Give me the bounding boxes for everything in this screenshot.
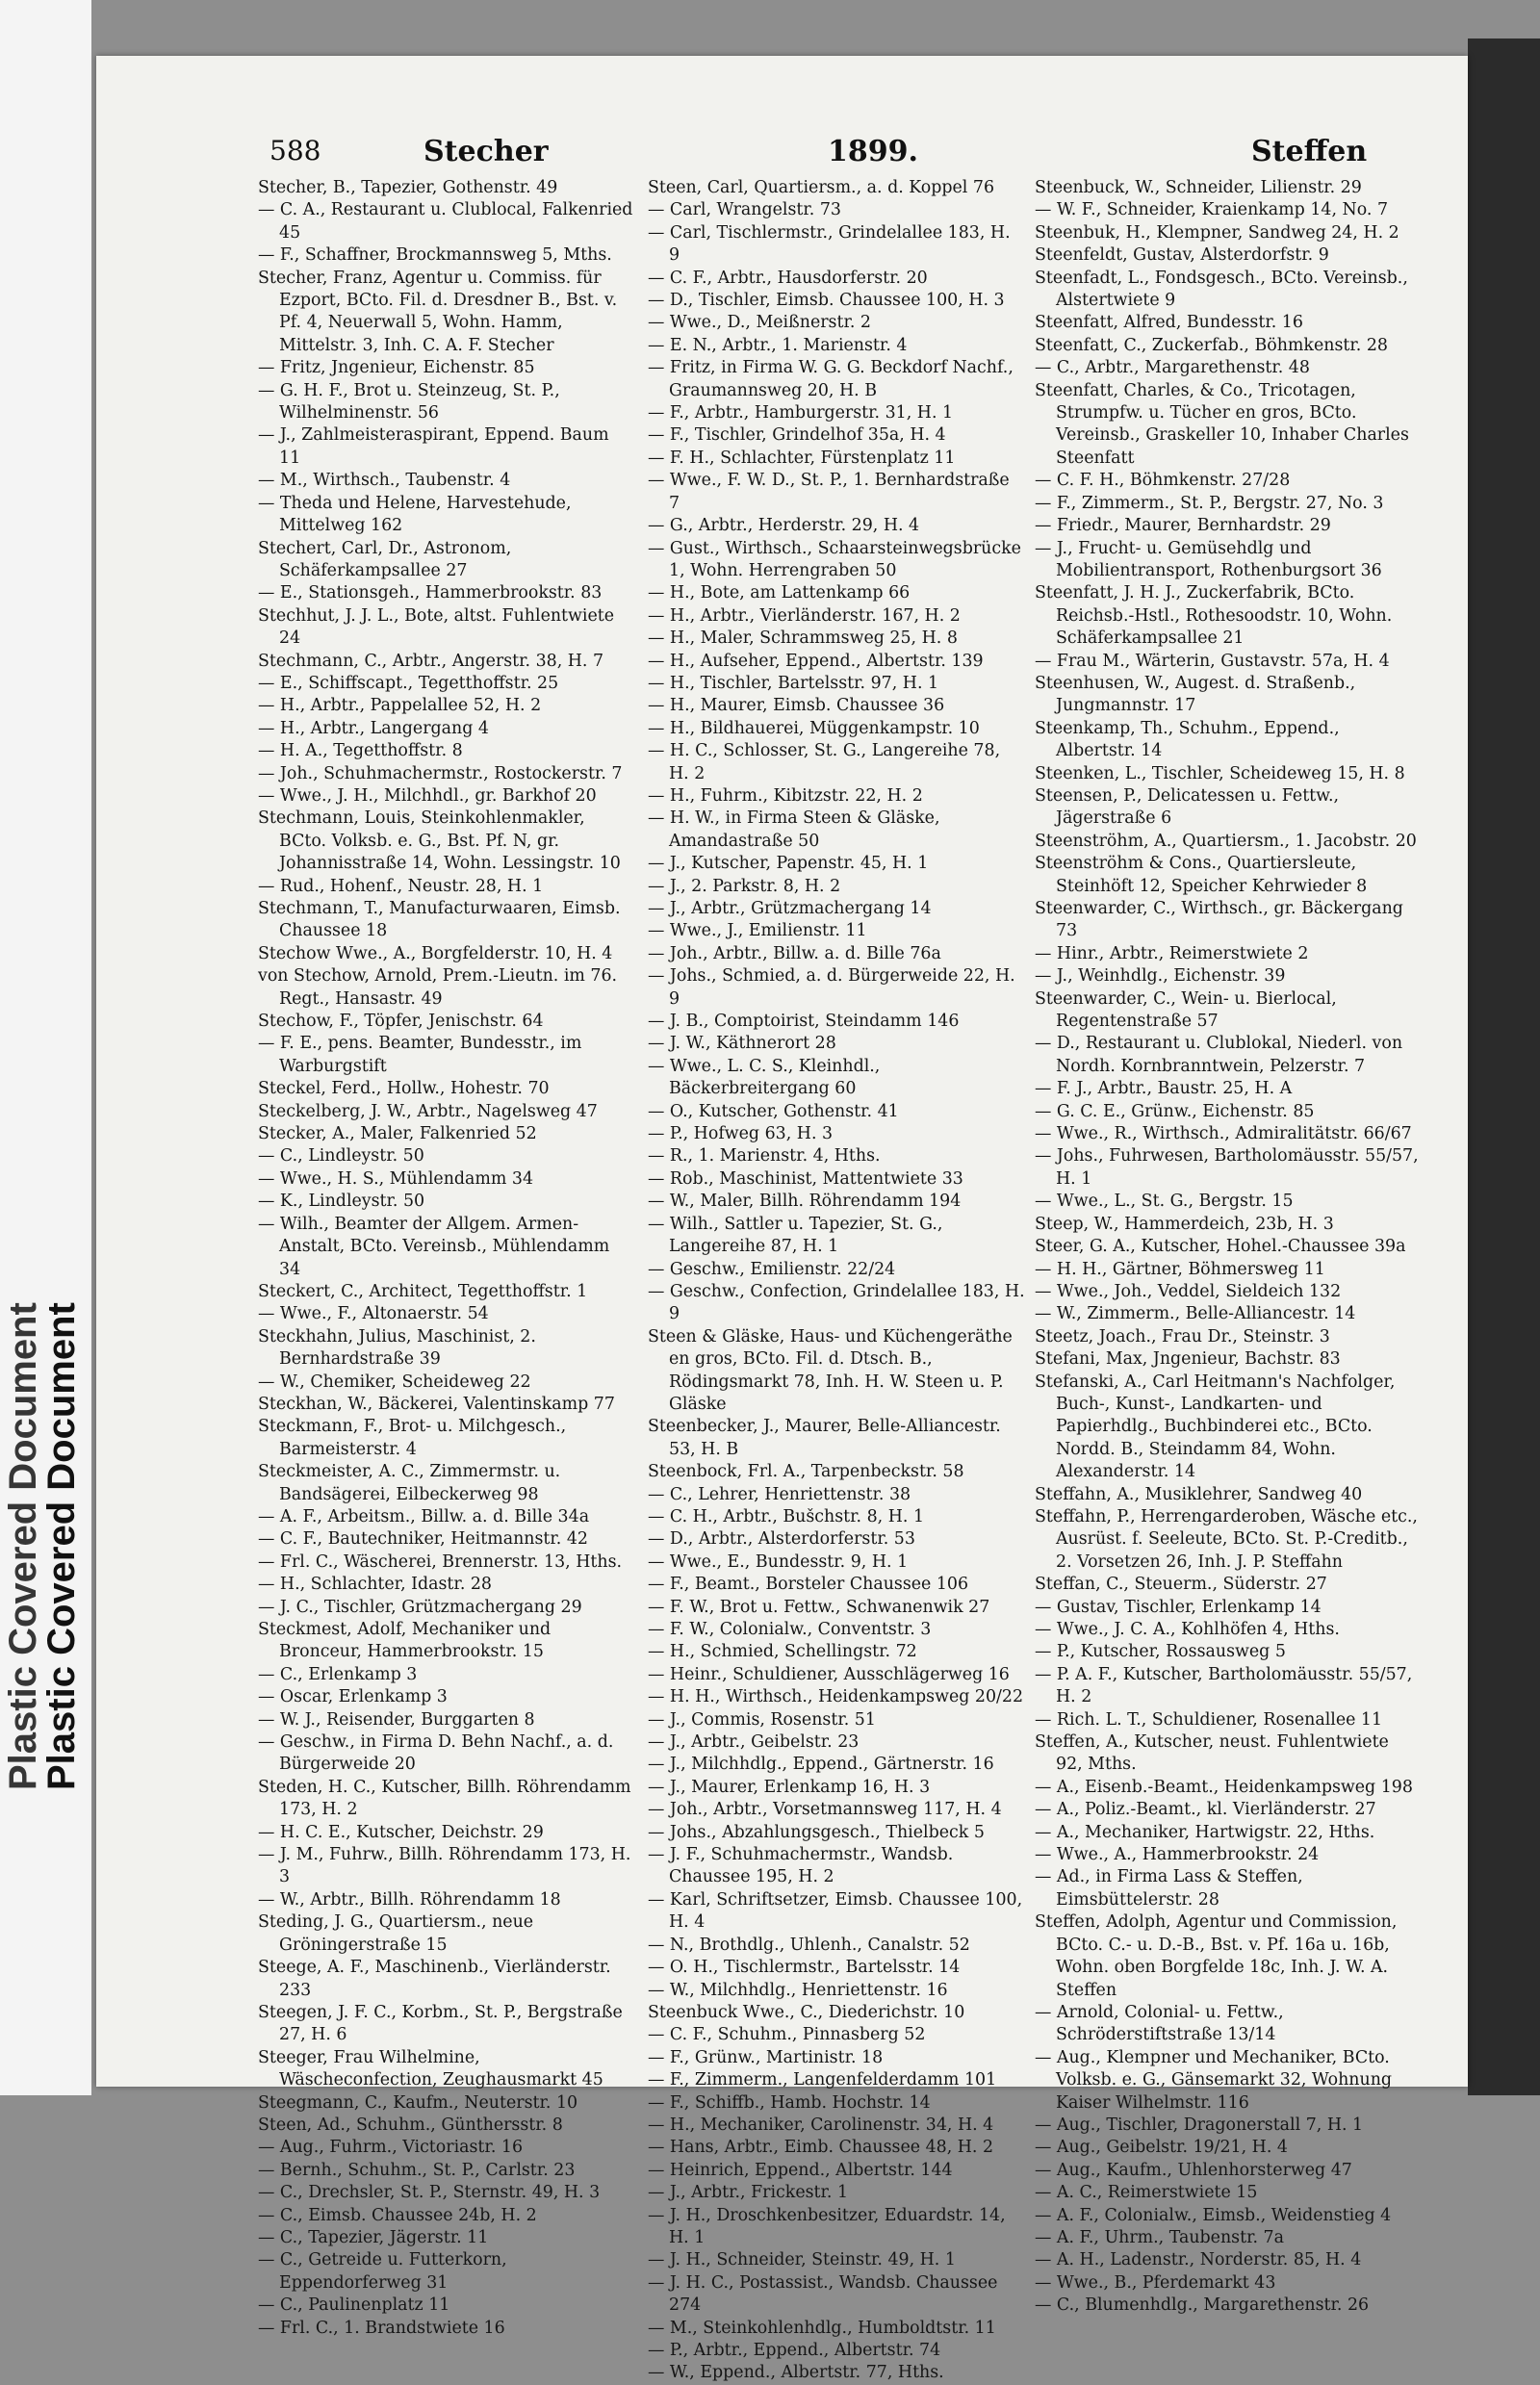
directory-entry: — O., Kutscher, Gothenstr. 41 <box>648 1101 899 1121</box>
directory-entry: — H., Fuhrm., Kibitzstr. 22, H. 2 <box>648 785 923 806</box>
directory-entry: — Hinr., Arbtr., Reimerstwiete 2 <box>1035 943 1309 963</box>
directory-entry: — E., Stationsgeh., Hammerbrookstr. 83 <box>258 583 603 603</box>
directory-entry: — J. H., Schneider, Steinstr. 49, H. 1 <box>648 2250 956 2270</box>
directory-entry: Steenkamp, Th., Schuhm., Eppend., Albertstr. 14 <box>1035 718 1340 761</box>
directory-entry: — M., Wirthsch., Taubenstr. 4 <box>258 471 511 491</box>
directory-entry: Stecher, B., Tapezier, Gothenstr. 49 <box>258 178 558 197</box>
directory-entry: — Johs., Fuhrwesen, Bartholomäusstr. 55/57, H. 1 <box>1035 1146 1419 1189</box>
directory-entry: — C., Drechsler, St. P., Sternstr. 49, H. 3 <box>258 2183 601 2203</box>
directory-entry: Stechhut, J. J. L., Bote, altst. Fuhlentwiete 24 <box>258 605 615 649</box>
directory-entry: — Oscar, Erlenkamp 3 <box>258 1687 448 1707</box>
directory-entry: Stecher, Franz, Agentur u. Commiss. für Ezport, BCto. Fil. d. Dresdner B., Bst. v. Pf. 4, Neuerwall 5, Wohn. Hamm, Mittelstr. 3, Inh. C. A. F. Stecher <box>258 268 618 355</box>
directory-entry: Steffahn, A., Musiklehrer, Sandweg 40 <box>1035 1484 1363 1504</box>
directory-entry: — A. C., Reimerstwiete 15 <box>1035 2183 1258 2203</box>
directory-entry: Stecker, A., Maler, Falkenried 52 <box>258 1124 537 1144</box>
directory-entry: — R., 1. Marienstr. 4, Hths. <box>648 1146 881 1167</box>
directory-entry: Steegen, J. F. C., Korbm., St. P., Bergstraße 27, H. 6 <box>258 2002 623 2045</box>
directory-entry: — W., Chemiker, Scheideweg 22 <box>258 1372 531 1392</box>
directory-entry: — H. C. E., Kutscher, Deichstr. 29 <box>258 1822 544 1842</box>
directory-entry: — C., Erlenkamp 3 <box>258 1664 418 1684</box>
directory-entry: — E., Schiffscapt., Tegetthoffstr. 25 <box>258 673 559 693</box>
directory-entry: — Johs., Schmied, a. d. Bürgerweide 22, H. 9 <box>648 966 1015 1009</box>
directory-entry: — Rud., Hohenf., Neustr. 28, H. 1 <box>258 876 544 896</box>
directory-entry: Steding, J. G., Quartiersm., neue Gröningerstraße 15 <box>258 1912 534 1955</box>
directory-entry: Steeger, Frau Wilhelmine, Wäscheconfection, Zeughausmarkt 45 <box>258 2047 603 2090</box>
directory-entry: — Arnold, Colonial- u. Fettw., Schröderstiftstraße 13/14 <box>1035 2002 1284 2045</box>
directory-entry: — W., Maler, Billh. Röhrendamm 194 <box>648 1192 962 1212</box>
directory-entry: Steenfadt, L., Fondsgesch., BCto. Vereinsb., Alstertwiete 9 <box>1035 268 1408 311</box>
directory-entry: Steenwarder, C., Wirthsch., gr. Bäckergang 73 <box>1035 899 1403 941</box>
directory-entry: — D., Arbtr., Alsterdorferstr. 53 <box>648 1529 915 1550</box>
directory-entry: — Wwe., Joh., Veddel, Sieldeich 132 <box>1035 1281 1342 1301</box>
directory-entry: — J. C., Tischler, Grützmachergang 29 <box>258 1597 582 1617</box>
directory-entry: — Aug., Kaufm., Uhlenhorsterweg 47 <box>1035 2160 1352 2180</box>
directory-entry: Stechert, Carl, Dr., Astronom, Schäferkampsallee 27 <box>258 538 512 580</box>
directory-entry: Steckmest, Adolf, Mechaniker und Bronceur, Hammerbrookstr. 15 <box>258 1620 552 1662</box>
directory-entry: — H. H., Gärtner, Böhmersweg 11 <box>1035 1259 1325 1279</box>
directory-entry: — Aug., Geibelstr. 19/21, H. 4 <box>1035 2138 1288 2158</box>
directory-entry: — Wwe., D., Meißnerstr. 2 <box>648 313 871 333</box>
sticker-text-faded: Plastic Covered Document <box>2 1302 44 1790</box>
directory-entry: — F., Zimmerm., Langenfelderdamm 101 <box>648 2070 997 2090</box>
directory-entry: — H. C., Schlosser, St. G., Langereihe 78, H. 2 <box>648 741 1001 783</box>
directory-entry: — A., Eisenb.-Beamt., Heidenkampsweg 198 <box>1035 1777 1413 1797</box>
directory-entry: — Heinr., Schuldiener, Ausschlägerweg 16 <box>648 1664 1010 1684</box>
directory-entry: — J. H., Droschkenbesitzer, Eduardstr. 14, H. 1 <box>648 2205 1006 2247</box>
directory-entry: — H., Arbtr., Vierländerstr. 167, H. 2 <box>648 605 961 626</box>
directory-entry: — Fritz, in Firma W. G. G. Beckdorf Nachf., Graumannsweg 20, H. B <box>648 358 1014 400</box>
directory-entry: — F. W., Colonialw., Conventstr. 3 <box>648 1620 932 1639</box>
header-right-keyword: Steffen <box>1251 135 1368 168</box>
directory-entry: Steenbuck, W., Schneider, Lilienstr. 29 <box>1035 178 1362 197</box>
directory-entry: — C., Lehrer, Henriettenstr. 38 <box>648 1484 911 1504</box>
directory-entry: — Rob., Maschinist, Mattentwiete 33 <box>648 1168 963 1189</box>
directory-entry: — W., Milchhdlg., Henriettenstr. 16 <box>648 1980 948 2000</box>
directory-entry: — J., Maurer, Erlenkamp 16, H. 3 <box>648 1777 931 1797</box>
directory-entry: Steer, G. A., Kutscher, Hohel.-Chaussee 39a <box>1035 1237 1406 1257</box>
directory-entry: Stechow Wwe., A., Borgfelderstr. 10, H. 4 <box>258 943 613 963</box>
directory-entry: Steenfatt, Charles, & Co., Tricotagen, Strumpfw. u. Tücher en gros, BCto. Vereinsb., Graskeller 10, Inhaber Charles Steenfatt <box>1035 380 1409 468</box>
directory-entry: Steenströhm & Cons., Quartiersleute, Steinhöft 12, Speicher Kehrwieder 8 <box>1035 854 1368 896</box>
directory-entry: Steep, W., Hammerdeich, 23b, H. 3 <box>1035 1214 1334 1234</box>
directory-entry: Steffen, A., Kutscher, neust. Fuhlentwiete 92, Mths. <box>1035 1732 1389 1775</box>
directory-entry: — J. B., Comptoirist, Steindamm 146 <box>648 1012 960 1032</box>
directory-entry: — Aug., Fuhrm., Victoriastr. 16 <box>258 2138 524 2158</box>
directory-entry: — F., Tischler, Grindelhof 35a, H. 4 <box>648 425 946 446</box>
directory-entry: Stefani, Max, Jngenieur, Bachstr. 83 <box>1035 1349 1341 1370</box>
directory-entry: — C., Paulinenplatz 11 <box>258 2295 450 2316</box>
directory-entry: — Wwe., L., St. G., Bergstr. 15 <box>1035 1192 1294 1212</box>
directory-entry: — Wilh., Sattler u. Tapezier, St. G., Langereihe 87, H. 1 <box>648 1214 943 1257</box>
directory-entry: — C. F., Arbtr., Hausdorferstr. 20 <box>648 268 928 288</box>
directory-entry: — J., Commis, Rosenstr. 51 <box>648 1709 876 1730</box>
directory-entry: — C., Tapezier, Jägerstr. 11 <box>258 2227 489 2247</box>
directory-entry: Stechmann, C., Arbtr., Angerstr. 38, H. 7 <box>258 651 604 671</box>
directory-entry: — C. A., Restaurant u. Clublocal, Falkenried 45 <box>258 200 633 243</box>
directory-entry: — Wilh., Beamter der Allgem. Armen-Anstalt, BCto. Vereinsb., Mühlendamm 34 <box>258 1214 610 1279</box>
directory-entry: Steenströhm, A., Quartiersm., 1. Jacobstr. 20 <box>1035 831 1417 851</box>
directory-entry: Steen, Carl, Quartiersm., a. d. Koppel 76 <box>648 178 995 197</box>
directory-entry: — Wwe., E., Bundesstr. 9, H. 1 <box>648 1552 909 1572</box>
directory-entry: — H., Arbtr., Pappelallee 52, H. 2 <box>258 696 542 716</box>
directory-entry: — H., Arbtr., Langergang 4 <box>258 718 489 738</box>
directory-entry: — M., Steinkohlenhdlg., Humboldtstr. 11 <box>648 2318 996 2338</box>
page-number: 588 <box>270 135 321 167</box>
directory-entry: Steen & Gläske, Haus- und Küchengeräthe en gros, BCto. Fil. d. Dtsch. B., Rödingsmarkt 78, Inh. H. W. Steen u. P. Gläske <box>648 1326 1013 1414</box>
directory-entry: — P. A. F., Kutscher, Bartholomäusstr. 55/57, H. 2 <box>1035 1664 1413 1707</box>
page-header <box>96 135 1468 173</box>
directory-entry: — F. E., pens. Beamter, Bundesstr., im Warburgstift <box>258 1034 582 1076</box>
directory-entry: — J. M., Fuhrw., Billh. Röhrendamm 173, H. 3 <box>258 1845 631 1887</box>
directory-entry: — C., Blumenhdlg., Margarethenstr. 26 <box>1035 2295 1370 2316</box>
directory-entry: — C. H., Arbtr., Bušchstr. 8, H. 1 <box>648 1506 925 1526</box>
directory-entry: — J., Arbtr., Geibelstr. 23 <box>648 1732 860 1753</box>
directory-entry: — Frl. C., Wäscherei, Brennerstr. 13, Hths. <box>258 1552 623 1572</box>
directory-entry: — Frl. C., 1. Brandstwiete 16 <box>258 2318 505 2338</box>
directory-entry: — Carl, Tischlermstr., Grindelallee 183, H. 9 <box>648 222 1011 266</box>
directory-entry: — J., Arbtr., Grützmachergang 14 <box>648 899 932 918</box>
directory-entry: — H. W., in Firma Steen & Gläske, Amandastraße 50 <box>648 808 940 851</box>
directory-entry: — H., Maurer, Eimsb. Chaussee 36 <box>648 696 945 716</box>
header-year: 1899. <box>828 135 918 168</box>
directory-entry: — Gust., Wirthsch., Schaarsteinwegsbrücke 1, Wohn. Herrengraben 50 <box>648 538 1021 580</box>
directory-entry: — P., Hofweg 63, H. 3 <box>648 1124 834 1144</box>
directory-entry: — Karl, Schriftsetzer, Eimsb. Chaussee 100, H. 4 <box>648 1889 1023 1933</box>
directory-entry: — H. H., Wirthsch., Heidenkampsweg 20/22 <box>648 1687 1024 1707</box>
directory-entry: — Wwe., J. H., Milchhdl., gr. Barkhof 20 <box>258 785 597 806</box>
directory-entry: — Wwe., L. C. S., Kleinhdl., Bäckerbreitergang 60 <box>648 1056 881 1099</box>
directory-entry: Steenfatt, J. H. J., Zuckerfabrik, BCto. Reichsb.-Hstl., Rothesoodstr. 10, Wohn. Schäferkampsallee 21 <box>1035 583 1393 649</box>
directory-entry: Steen, Ad., Schuhm., Günthersstr. 8 <box>258 2115 563 2135</box>
directory-entry: — Joh., Arbtr., Billw. a. d. Bille 76a <box>648 943 941 963</box>
directory-entry: — Gustav, Tischler, Erlenkamp 14 <box>1035 1597 1322 1617</box>
directory-entry: — O. H., Tischlermstr., Bartelsstr. 14 <box>648 1958 961 1978</box>
directory-entry: — Aug., Tischler, Dragonerstall 7, H. 1 <box>1035 2115 1364 2135</box>
directory-entry: — C. F., Schuhm., Pinnasberg 52 <box>648 2025 926 2045</box>
directory-entry: Steege, A. F., Maschinenb., Vierländerstr. 233 <box>258 1958 611 2000</box>
directory-entry: von Stechow, Arnold, Prem.-Lieutn. im 76. Regt., Hansastr. 49 <box>258 966 618 1009</box>
directory-entry: — F., Beamt., Borsteler Chaussee 106 <box>648 1575 969 1595</box>
directory-entry: — Ad., in Firma Lass & Steffen, Eimsbüttelerstr. 28 <box>1035 1867 1303 1910</box>
directory-entry: — Wwe., H. S., Mühlendamm 34 <box>258 1168 534 1189</box>
directory-entry: Stefanski, A., Carl Heitmann's Nachfolger, Buch-, Kunst-, Landkarten- und Papierhdlg., Buchbinderei etc., BCto. Nordd. B., Steindamm 84, Wohn. Alexanderstr. 14 <box>1035 1372 1396 1482</box>
directory-entry: — W. J., Reisender, Burggarten 8 <box>258 1709 535 1730</box>
directory-entry: Stechow, F., Töpfer, Jenischstr. 64 <box>258 1012 544 1032</box>
directory-entry: — Wwe., A., Hammerbrookstr. 24 <box>1035 1845 1320 1865</box>
directory-entry: Steckmeister, A. C., Zimmermstr. u. Bandsägerei, Eilbeckerweg 98 <box>258 1462 561 1504</box>
directory-entry: — Geschw., in Firma D. Behn Nachf., a. d. Bürgerweide 20 <box>258 1732 614 1775</box>
directory-entry: — Geschw., Emilienstr. 22/24 <box>648 1259 896 1279</box>
directory-entry: — G. H. F., Brot u. Steinzeug, St. P., Wilhelminenstr. 56 <box>258 380 560 423</box>
directory-entry: — K., Lindleystr. 50 <box>258 1192 425 1212</box>
directory-entry: — C., Eimsb. Chaussee 24b, H. 2 <box>258 2205 537 2225</box>
directory-entry: — C. F. H., Böhmkenstr. 27/28 <box>1035 471 1291 491</box>
directory-entry: — A. F., Colonialw., Eimsb., Weidenstieg 4 <box>1035 2205 1392 2225</box>
directory-entry: Steckert, C., Architect, Tegetthoffstr. 1 <box>258 1281 588 1301</box>
directory-entry: — Joh., Arbtr., Vorsetmannsweg 117, H. 4 <box>648 1800 1002 1820</box>
directory-entry: — Wwe., J. C. A., Kohlhöfen 4, Hths. <box>1035 1620 1340 1639</box>
directory-entry: Steensen, P., Delicatessen u. Fettw., Jägerstraße 6 <box>1035 785 1340 829</box>
directory-entry: — W., Eppend., Albertstr. 77, Hths. <box>648 2363 944 2383</box>
directory-entry: — D., Restaurant u. Clublokal, Niederl. von Nordh. Kornbranntwein, Pelzerstr. 7 <box>1035 1034 1403 1076</box>
header-left-keyword: Stecher <box>424 135 549 168</box>
directory-entry: — J., 2. Parkstr. 8, H. 2 <box>648 876 841 896</box>
directory-entry: — Wwe., B., Pferdemarkt 43 <box>1035 2272 1276 2293</box>
directory-entry: — Joh., Schuhmachermstr., Rostockerstr. 7 <box>258 763 623 783</box>
column-3 <box>1035 177 1420 2318</box>
directory-page <box>96 56 1468 2383</box>
directory-entry: — D., Tischler, Eimsb. Chaussee 100, H. 3 <box>648 291 1005 311</box>
plastic-covered-sticker <box>0 0 91 2095</box>
directory-entry: — F., Zimmerm., St. P., Bergstr. 27, No. 3 <box>1035 493 1384 513</box>
directory-entry: — C., Arbtr., Margarethenstr. 48 <box>1035 358 1310 378</box>
directory-entry: Steffahn, P., Herrengarderoben, Wäsche etc., Ausrüst. f. Seeleute, BCto. St. P.-Creditb., 2. Vorsetzen 26, Inh. J. P. Steffahn <box>1035 1506 1418 1572</box>
directory-entry: — F., Arbtr., Hamburgerstr. 31, H. 1 <box>648 403 954 423</box>
directory-entry: Steenbuck Wwe., C., Diederichstr. 10 <box>648 2002 965 2022</box>
directory-entry: — Hans, Arbtr., Eimb. Chaussee 48, H. 2 <box>648 2138 994 2158</box>
directory-entry: Steenfeldt, Gustav, Alsterdorfstr. 9 <box>1035 245 1329 266</box>
directory-entry: Steenfatt, Alfred, Bundesstr. 16 <box>1035 313 1303 333</box>
directory-entry: Steckmann, F., Brot- u. Milchgesch., Barmeisterstr. 4 <box>258 1417 567 1459</box>
directory-entry: Steckhahn, Julius, Maschinist, 2. Bernhardstraße 39 <box>258 1326 536 1370</box>
directory-entry: — Johs., Abzahlungsgesch., Thielbeck 5 <box>648 1822 985 1842</box>
directory-entry: — Theda und Helene, Harvestehude, Mittelweg 162 <box>258 493 572 536</box>
directory-entry: Stechmann, Louis, Steinkohlenmakler, BCto. Volksb. e. G., Bst. Pf. N, gr. Johannisstraße 14, Wohn. Lessingstr. 10 <box>258 808 621 874</box>
directory-entry: — A., Poliz.-Beamt., kl. Vierländerstr. 27 <box>1035 1800 1376 1820</box>
directory-entry: — J., Zahlmeisteraspirant, Eppend. Baum 11 <box>258 425 609 468</box>
directory-entry: — F., Schiffb., Hamb. Hochstr. 14 <box>648 2092 931 2113</box>
directory-entry: — J., Weinhdlg., Eichenstr. 39 <box>1035 966 1286 987</box>
directory-entry: Steenfatt, C., Zuckerfab., Böhmkenstr. 28 <box>1035 335 1388 355</box>
directory-entry: Steenbecker, J., Maurer, Belle-Alliancestr. 53, H. B <box>648 1417 1001 1459</box>
directory-entry: — C., Lindleystr. 50 <box>258 1146 424 1167</box>
directory-entry: Steffan, C., Steuerm., Süderstr. 27 <box>1035 1575 1327 1595</box>
directory-entry: — Wwe., R., Wirthsch., Admiralitätstr. 66/67 <box>1035 1124 1412 1144</box>
directory-entry: — F., Schaffner, Brockmannsweg 5, Mths. <box>258 245 612 266</box>
directory-entry: — F. W., Brot u. Fettw., Schwanenwik 27 <box>648 1597 990 1617</box>
directory-entry: — Aug., Klempner und Mechaniker, BCto. Volksb. e. G., Gänsemarkt 32, Wohnung Kaiser Wilhelmstr. 116 <box>1035 2047 1393 2113</box>
directory-entry: — F. H., Schlachter, Fürstenplatz 11 <box>648 448 956 468</box>
directory-entry: Steenbock, Frl. A., Tarpenbeckstr. 58 <box>648 1462 964 1482</box>
directory-entry: — P., Kutscher, Rossausweg 5 <box>1035 1642 1286 1662</box>
directory-entry: — A., Mechaniker, Hartwigstr. 22, Hths. <box>1035 1822 1375 1842</box>
sticker-text: Plastic Covered Document <box>40 1302 83 1790</box>
directory-entry: — Wwe., J., Emilienstr. 11 <box>648 921 867 941</box>
directory-entry: Steffen, Adolph, Agentur und Commission, BCto. C.- u. D.-B., Bst. v. Pf. 16a u. 16b, Wohn. oben Borgfelde 18c, Inh. J. W. A. Steffen <box>1035 1912 1398 2000</box>
directory-entry: — Geschw., Confection, Grindelallee 183, H. 9 <box>648 1281 1025 1324</box>
directory-entry: Steden, H. C., Kutscher, Billh. Röhrendamm 173, H. 2 <box>258 1777 631 1820</box>
directory-entry: — G. C. E., Grünw., Eichenstr. 85 <box>1035 1101 1315 1121</box>
directory-entry: — A. F., Uhrm., Taubenstr. 7a <box>1035 2227 1284 2247</box>
directory-entry: — H., Tischler, Bartelsstr. 97, H. 1 <box>648 673 939 693</box>
directory-entry: — F. J., Arbtr., Baustr. 25, H. A <box>1035 1079 1293 1099</box>
directory-entry: — Wwe., F. W. D., St. P., 1. Bernhardstraße 7 <box>648 471 1010 513</box>
directory-entry: — Heinrich, Eppend., Albertstr. 144 <box>648 2160 953 2180</box>
directory-entry: Steetz, Joach., Frau Dr., Steinstr. 3 <box>1035 1326 1330 1346</box>
directory-entry: Steenhusen, W., Augest. d. Straßenb., Jungmannstr. 17 <box>1035 673 1356 716</box>
directory-entry: — W., Arbtr., Billh. Röhrendamm 18 <box>258 1889 561 1910</box>
dark-background-edge <box>1468 38 1540 2095</box>
directory-entry: — C. F., Bautechniker, Heitmannstr. 42 <box>258 1529 588 1550</box>
directory-entry: — H., Maler, Schrammsweg 25, H. 8 <box>648 628 958 649</box>
directory-entry: — Wwe., F., Altonaerstr. 54 <box>258 1304 489 1324</box>
directory-entry: — W. F., Schneider, Kraienkamp 14, No. 7 <box>1035 200 1389 220</box>
directory-entry: — J., Kutscher, Papenstr. 45, H. 1 <box>648 854 929 874</box>
directory-entry: Steckelberg, J. W., Arbtr., Nagelsweg 47 <box>258 1101 598 1121</box>
directory-entry: — J. F., Schuhmachermstr., Wandsb. Chaussee 195, H. 2 <box>648 1845 954 1887</box>
directory-entry: — H., Bildhauerei, Müggenkampstr. 10 <box>648 718 980 738</box>
directory-entry: — Carl, Wrangelstr. 73 <box>648 200 841 220</box>
directory-entry: — H., Aufseher, Eppend., Albertstr. 139 <box>648 651 984 671</box>
directory-entry: — H., Mechaniker, Carolinenstr. 34, H. 4 <box>648 2115 994 2135</box>
directory-entry: — J., Frucht- u. Gemüsehdlg und Mobilientransport, Rothenburgsort 36 <box>1035 538 1382 580</box>
directory-entry: — P., Arbtr., Eppend., Albertstr. 74 <box>648 2341 941 2360</box>
directory-entry: — E. N., Arbtr., 1. Marienstr. 4 <box>648 335 908 355</box>
directory-entry: — C., Getreide u. Futterkorn, Eppendorferweg 31 <box>258 2250 507 2293</box>
directory-entry: — W., Zimmerm., Belle-Alliancestr. 14 <box>1035 1304 1356 1324</box>
directory-entry: — H. A., Tegetthoffstr. 8 <box>258 741 463 761</box>
directory-entry: — Friedr., Maurer, Bernhardstr. 29 <box>1035 516 1331 536</box>
directory-entry: Steckhan, W., Bäckerei, Valentinskamp 77 <box>258 1394 615 1414</box>
directory-entry: Steenken, L., Tischler, Scheideweg 15, H. 8 <box>1035 763 1405 783</box>
directory-entry: — G., Arbtr., Herderstr. 29, H. 4 <box>648 516 920 536</box>
directory-entry: — Bernh., Schuhm., St. P., Carlstr. 23 <box>258 2160 576 2180</box>
directory-entry: — H., Schlachter, Idastr. 28 <box>258 1575 492 1595</box>
directory-entry: Steenbuk, H., Klempner, Sandweg 24, H. 2 <box>1035 222 1399 243</box>
directory-entry: — J., Arbtr., Frickestr. 1 <box>648 2183 849 2203</box>
directory-entry: Stechmann, T., Manufacturwaaren, Eimsb. Chaussee 18 <box>258 899 621 941</box>
directory-entry: — H., Bote, am Lattenkamp 66 <box>648 583 911 603</box>
directory-entry: Steckel, Ferd., Hollw., Hohestr. 70 <box>258 1079 550 1099</box>
directory-entry: — J. H. C., Postassist., Wandsb. Chaussee 274 <box>648 2272 998 2316</box>
directory-entry: — A. H., Ladenstr., Norderstr. 85, H. 4 <box>1035 2250 1362 2270</box>
directory-entry: Steegmann, C., Kaufm., Neuterstr. 10 <box>258 2092 578 2113</box>
column-1 <box>258 177 635 2340</box>
column-2 <box>648 177 1025 2385</box>
directory-entry: — F., Grünw., Martinistr. 18 <box>648 2047 884 2067</box>
directory-entry: — Fritz, Jngenieur, Eichenstr. 85 <box>258 358 535 378</box>
directory-entry: — A. F., Arbeitsm., Billw. a. d. Bille 34a <box>258 1506 590 1526</box>
directory-entry: — Rich. L. T., Schuldiener, Rosenallee 11 <box>1035 1709 1383 1730</box>
directory-entry: — Frau M., Wärterin, Gustavstr. 57a, H. 4 <box>1035 651 1390 671</box>
directory-entry: — H., Schmied, Schellingstr. 72 <box>648 1642 917 1662</box>
directory-entry: — N., Brothdlg., Uhlenh., Canalstr. 52 <box>648 1935 970 1955</box>
directory-entry: Steenwarder, C., Wein- u. Bierlocal, Regentenstraße 57 <box>1035 988 1337 1032</box>
directory-entry: — J. W., Käthnerort 28 <box>648 1034 836 1054</box>
directory-entry: — J., Milchhdlg., Eppend., Gärtnerstr. 16 <box>648 1755 994 1775</box>
